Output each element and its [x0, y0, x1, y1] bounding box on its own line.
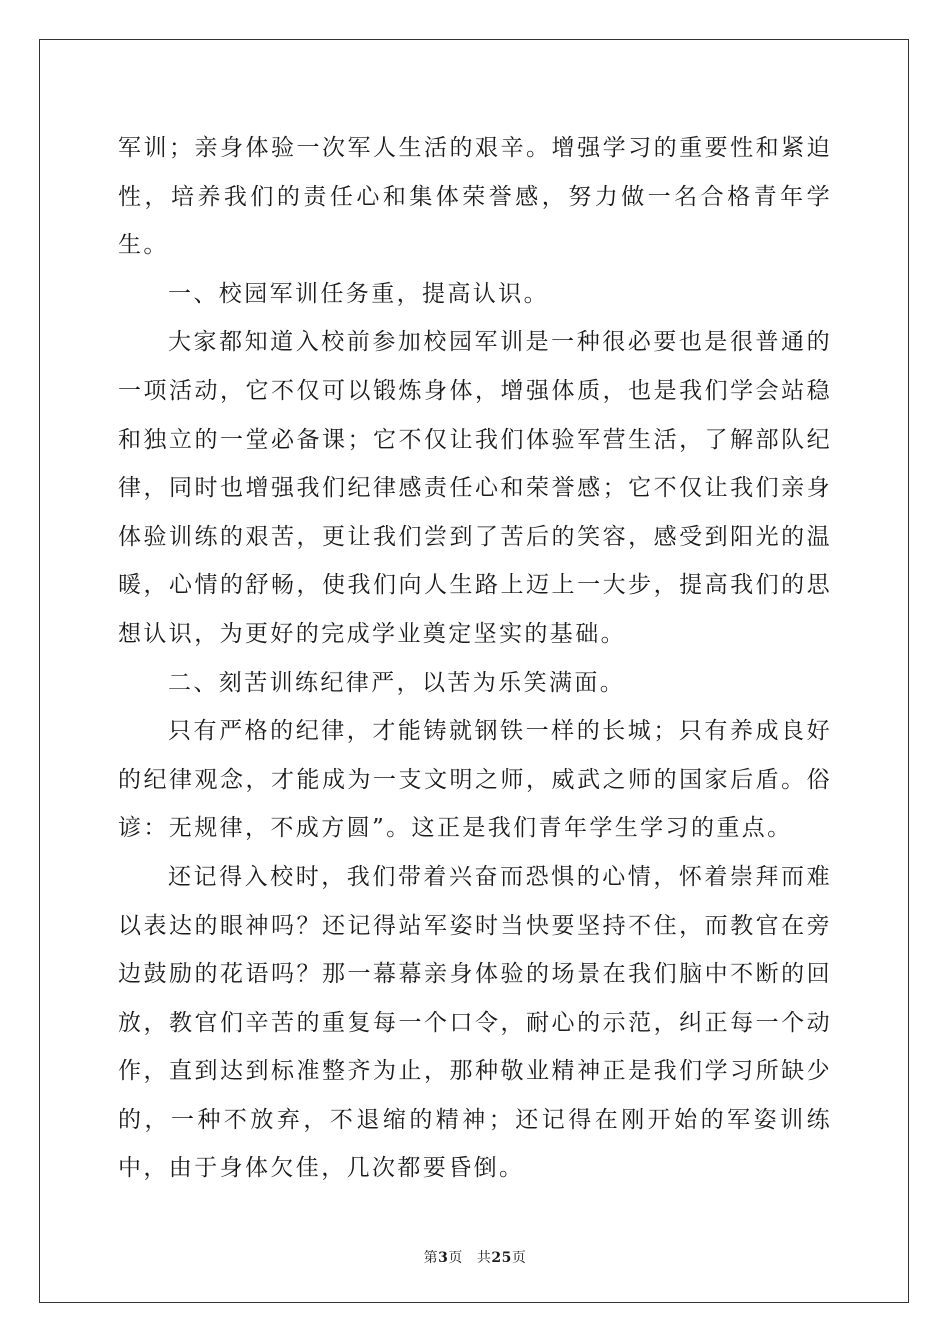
paragraph-2: 大家都知道入校前参加校园军训是一种很必要也是很普通的一项活动，它不仅可以锻炼身体，增强体质，也是我们学会站稳和独立的一堂必备课；它不仅让我们体验军营生活，了解部队纪律，同时也增强我们纪律感责任心和荣誉感；它不仅让我们亲身体验训练的艰苦，更让我们尝到了苦后的笑容，感受到阳光的温暖，心情的舒畅，使我们向人生路上迈上一大步，提高我们的思想认识，为更好的完成学业奠定坚实的基础。: [118, 329, 832, 647]
paragraph-3: 只有严格的纪律，才能铸就钢铁一样的长城；只有养成良好的纪律观念，才能成为一支文明之师，威武之师的国家后盾。俗谚：无规律，不成方圆”。这正是我们青年学生学习的重点。: [118, 718, 832, 842]
document-body: [118, 124, 832, 1193]
footer-total-prefix: 共: [476, 1250, 492, 1266]
footer-page-suffix: 页: [448, 1250, 463, 1266]
footer-page-prefix: 第: [423, 1250, 439, 1266]
footer-page-number: 3: [438, 1250, 449, 1266]
footer-total-suffix: 页: [511, 1250, 527, 1266]
heading-2: 二、刻苦训练纪律严，以苦为乐笑满面。: [168, 669, 626, 696]
heading-1: 一、校园军训任务重，提高认识。: [168, 280, 549, 307]
paragraph-4: 还记得入校时，我们带着兴奋而恐惧的心情，怀着崇拜而难以表达的眼神吗？还记得站军姿时当快要坚持不住，而教官在旁边鼓励的花语吗？那一幕幕亲身体验的场景在我们脑中不断的回放，教官们辛苦的重复每一个口令，耐心的示范，纠正每一个动作，直到达到标准整齐为止，那种敬业精神正是我们学习所缺少的，一种不放弃，不退缩的精神；还记得在刚开始的军姿训练中，由于身体欠佳，几次都要昏倒。: [118, 863, 832, 1182]
footer-total-pages: 25: [491, 1250, 512, 1266]
page-footer: [0, 1247, 950, 1267]
paragraph-1: 军训；亲身体验一次军人生活的艰辛。增强学习的重要性和紧迫性，培养我们的责任心和集体荣誉感，努力做一名合格青年学生。: [118, 135, 832, 259]
